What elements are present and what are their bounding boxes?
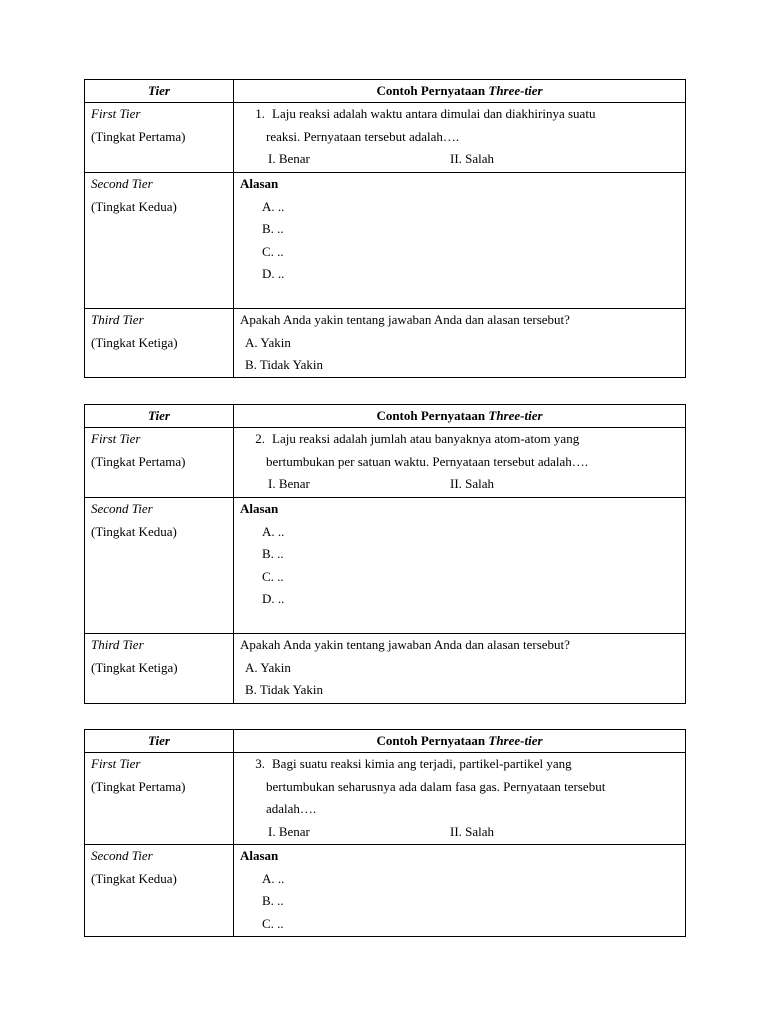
second-tier-label: Second Tier [91, 501, 153, 516]
first-tier-label: First Tier [91, 106, 141, 121]
alasan-label: Alasan [240, 848, 279, 863]
second-tier-sub: (Tingkat Kedua) [91, 870, 177, 886]
alasan-option-c: C. .. [262, 568, 284, 584]
confidence-tidak-yakin: B. Tidak Yakin [245, 682, 324, 697]
second-tier-row [85, 844, 685, 936]
header-tier: Tier [85, 405, 234, 427]
third-tier-row [85, 633, 685, 703]
confidence-question: Apakah Anda yakin tentang jawaban Anda dan alasan tersebut? [240, 637, 570, 652]
confidence-yakin: A. Yakin [245, 659, 291, 675]
confidence-question: Apakah Anda yakin tentang jawaban Anda dan alasan tersebut? [240, 312, 570, 327]
header-contoh: Contoh Pernyataan Three-tier [376, 408, 543, 423]
question-3-line3: adalah…. [266, 801, 317, 816]
alasan-label: Alasan [240, 501, 279, 516]
question-2: 2. Laju reaksi adalah jumlah atau banyaknya atom-atom yang [255, 431, 580, 446]
header-tier: Tier [85, 80, 234, 102]
alasan-option-c: C. .. [262, 915, 284, 931]
second-tier-sub: (Tingkat Kedua) [91, 523, 177, 539]
first-tier-row [85, 427, 685, 497]
table-header [85, 730, 685, 752]
alasan-option-d: D. .. [262, 266, 285, 281]
first-tier-sub: (Tingkat Pertama) [91, 453, 186, 469]
first-tier-label: First Tier [91, 431, 141, 446]
confidence-yakin: A. Yakin [245, 334, 291, 350]
question-2-options: I. Benar II. Salah [268, 476, 495, 491]
third-tier-label: Third Tier [91, 312, 144, 327]
alasan-label: Alasan [240, 176, 279, 191]
question-1: 1. Laju reaksi adalah waktu antara dimulai dan diakhirinya suatu [255, 106, 596, 121]
alasan-option-d: D. .. [262, 591, 285, 606]
question-3: 3. Bagi suatu reaksi kimia ang terjadi, partikel-partikel yang [255, 756, 572, 771]
tier-table-1 [84, 79, 686, 378]
question-3-options: I. Benar II. Salah [268, 823, 495, 839]
first-tier-sub: (Tingkat Pertama) [91, 128, 186, 144]
alasan-option-c: C. .. [262, 243, 284, 259]
tier-table-2 [84, 404, 686, 704]
third-tier-sub: (Tingkat Ketiga) [91, 334, 178, 350]
table-header [85, 405, 685, 427]
question-1-line2: reaksi. Pernyataan tersebut adalah…. [266, 128, 460, 144]
header-tier: Tier [85, 730, 234, 752]
alasan-option-a: A. .. [262, 870, 285, 886]
tier-table-3 [84, 729, 686, 937]
alasan-option-b: B. .. [262, 546, 284, 561]
alasan-option-b: B. .. [262, 221, 284, 236]
second-tier-row [85, 497, 685, 633]
confidence-tidak-yakin: B. Tidak Yakin [245, 357, 324, 372]
alasan-option-b: B. .. [262, 893, 284, 908]
second-tier-sub: (Tingkat Kedua) [91, 198, 177, 214]
question-2-line2: bertumbukan per satuan waktu. Pernyataan tersebut adalah…. [266, 453, 588, 469]
alasan-option-a: A. .. [262, 523, 285, 539]
third-tier-sub: (Tingkat Ketiga) [91, 659, 178, 675]
first-tier-row [85, 102, 685, 172]
alasan-option-a: A. .. [262, 198, 285, 214]
table-header [85, 80, 685, 102]
second-tier-label: Second Tier [91, 176, 153, 191]
question-1-options: I. Benar II. Salah [268, 151, 495, 166]
first-tier-label: First Tier [91, 756, 141, 771]
third-tier-label: Third Tier [91, 637, 144, 652]
header-contoh: Contoh Pernyataan Three-tier [376, 733, 543, 748]
second-tier-row [85, 172, 685, 308]
second-tier-label: Second Tier [91, 848, 153, 863]
header-contoh: Contoh Pernyataan Three-tier [376, 83, 543, 98]
question-3-line2: bertumbukan seharusnya ada dalam fasa gas. Pernyataan tersebut [266, 778, 606, 794]
first-tier-row [85, 752, 685, 844]
first-tier-sub: (Tingkat Pertama) [91, 778, 186, 794]
third-tier-row [85, 308, 685, 377]
